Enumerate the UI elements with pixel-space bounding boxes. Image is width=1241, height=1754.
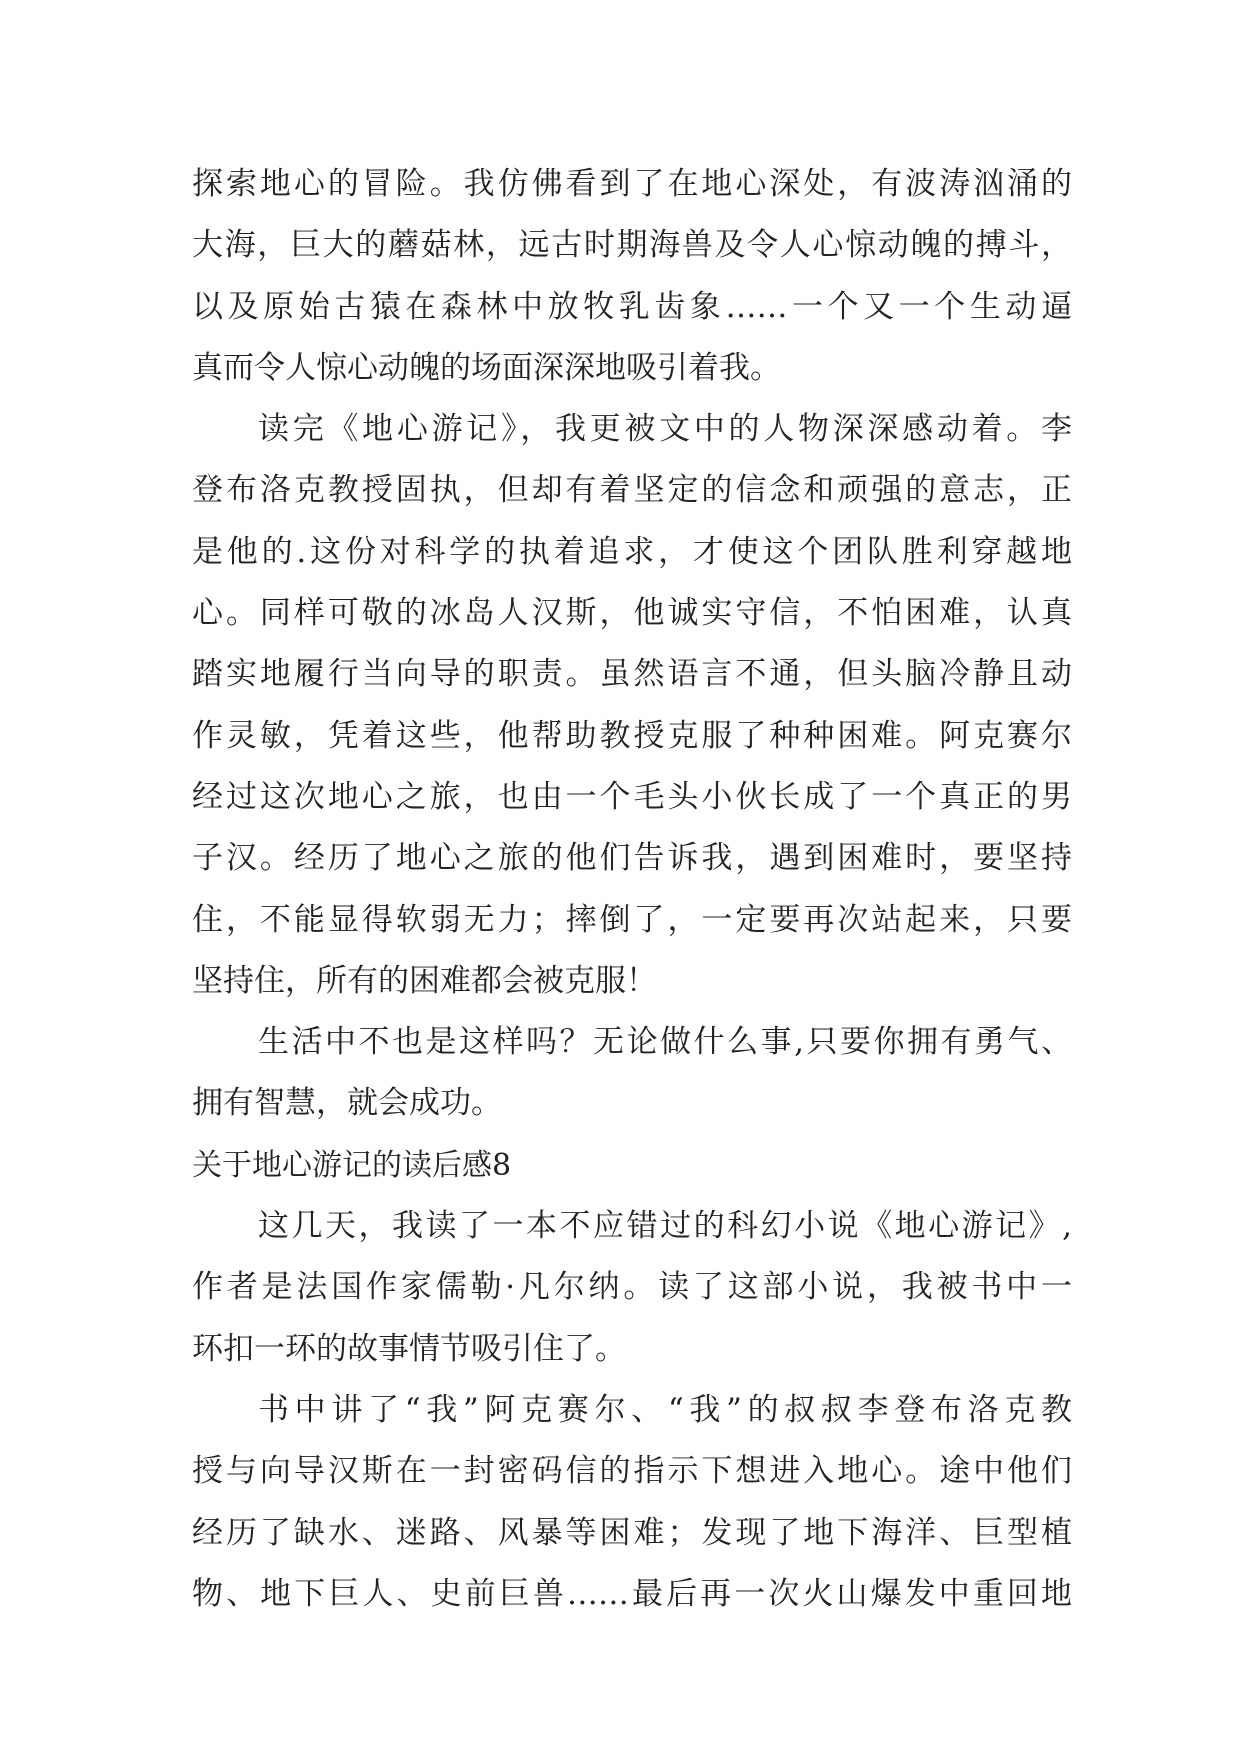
paragraph-start-line: 这几天，我读了一本不应错过的科幻小说《地心游记》, <box>258 1208 1072 1245</box>
section-heading: 关于地心游记的读后感8 <box>192 1147 512 1183</box>
text-line: 是他的.这份对科学的执着追求，才使这个团队胜利穿越地 <box>192 533 1072 570</box>
text-line: 环扣一环的故事情节吸引住了。 <box>192 1330 626 1367</box>
text-line: 拥有智慧，就会成功。 <box>192 1085 502 1122</box>
text-line: 子汉。经历了地心之旅的他们告诉我，遇到困难时，要坚持 <box>192 840 1072 877</box>
text-line: 大海，巨大的蘑菇林，远古时期海兽及令人心惊动魄的搏斗， <box>192 227 1072 264</box>
text-line: 探索地心的冒险。我仿佛看到了在地心深处，有波涛汹涌的 <box>192 166 1072 202</box>
paragraph-start-line: 生活中不也是这样吗？无论做什么事,只要你拥有勇气、 <box>258 1024 1072 1061</box>
text-line: 真而令人惊心动魄的场面深深地吸引着我。 <box>192 349 781 386</box>
paragraph-start-line: 读完《地心游记》，我更被文中的人物深深感动着。李 <box>258 411 1072 448</box>
text-line: 以及原始古猿在森林中放牧乳齿象……一个又一个生动逼 <box>192 288 1072 325</box>
text-line: 心。同样可敬的冰岛人汉斯，他诚实守信，不怕困难，认真 <box>192 595 1072 632</box>
text-line: 踏实地履行当向导的职责。虽然语言不通，但头脑冷静且动 <box>192 656 1072 693</box>
text-line: 经历了缺水、迷路、风暴等困难；发现了地下海洋、巨型植 <box>192 1514 1072 1551</box>
text-line: 登布洛克教授固执，但却有着坚定的信念和顽强的意志，正 <box>192 472 1072 509</box>
text-line: 经过这次地心之旅，也由一个毛头小伙长成了一个真正的男 <box>192 778 1072 815</box>
text-line: 作灵敏，凭着这些，他帮助教授克服了种种困难。阿克赛尔 <box>192 717 1072 754</box>
text-line: 住，不能显得软弱无力；摔倒了，一定要再次站起来，只要 <box>192 901 1072 938</box>
paragraph-start-line: 书中讲了“我”阿克赛尔、“我”的叔叔李登布洛克教 <box>258 1391 1072 1428</box>
text-line: 授与向导汉斯在一封密码信的指示下想进入地心。途中他们 <box>192 1453 1072 1490</box>
text-line: 作者是法国作家儒勒·凡尔纳。读了这部小说，我被书中一 <box>192 1269 1072 1306</box>
document-body <box>192 154 1072 1625</box>
text-line: 坚持住，所有的困难都会被克服！ <box>192 962 657 999</box>
text-line: 物、地下巨人、史前巨兽……最后再一次火山爆发中重回地 <box>192 1575 1072 1612</box>
